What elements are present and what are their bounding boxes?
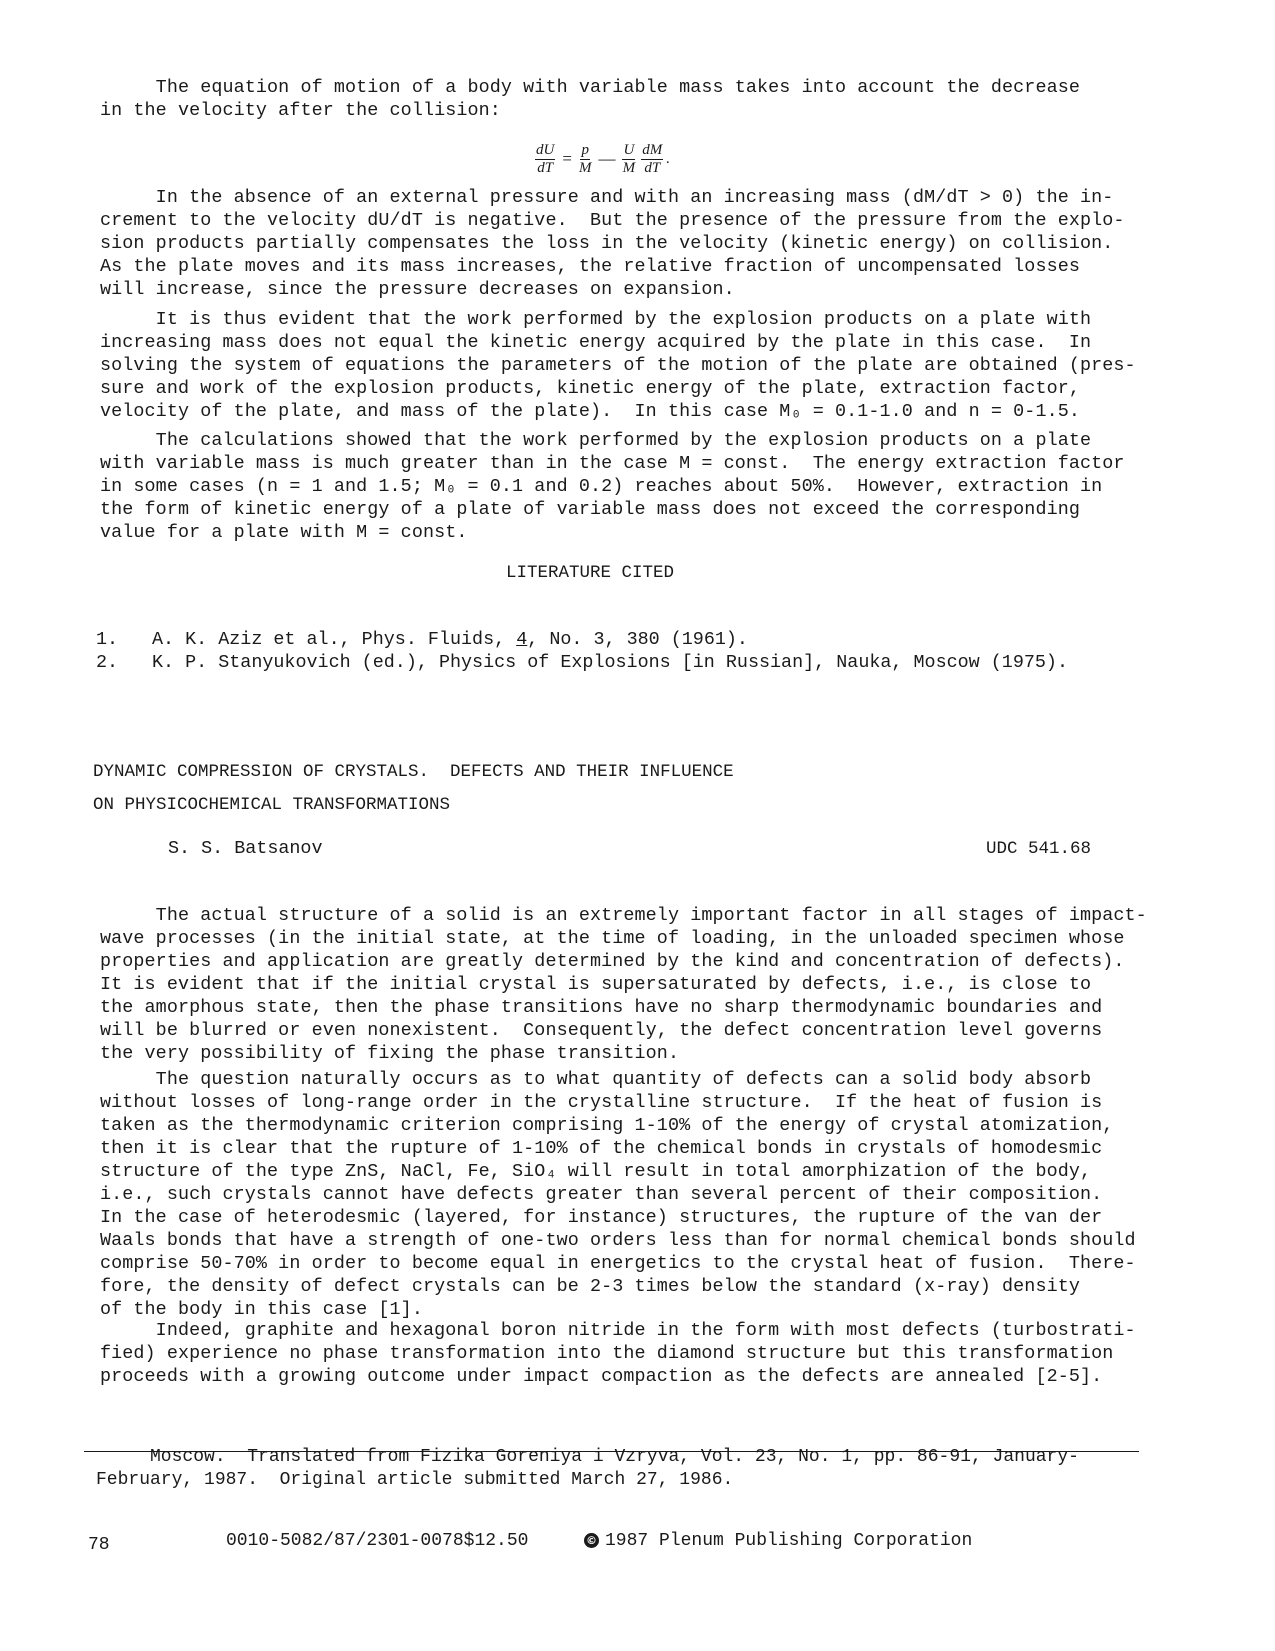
paragraph-equation-intro: The equation of motion of a body with variable mass takes into account the decrease in the velocity after the collision:: [100, 77, 1080, 121]
fraction-p-m: [579, 142, 592, 177]
reference-text-part: A. K. Aziz et al., Phys. Fluids,: [152, 629, 517, 650]
reference-item: [96, 651, 1068, 674]
literature-cited-heading: LITERATURE CITED: [506, 563, 675, 583]
numerator: dU: [536, 141, 555, 158]
page-number: 78: [88, 1535, 110, 1555]
numerator: U: [623, 141, 635, 158]
author-name: S. S. Batsanov: [168, 838, 323, 859]
reference-volume: 4: [516, 629, 528, 650]
reference-item: [96, 628, 1068, 651]
reference-text: K. P. Stanyukovich (ed.), Physics of Explosions [in Russian], Nauka, Moscow (1975).: [152, 652, 1069, 673]
fraction-u-m: [622, 142, 635, 177]
fraction-dm-dt: [641, 142, 663, 177]
copyright-line: [584, 1530, 972, 1553]
denominator: M: [622, 159, 636, 176]
fraction-du-dt: [535, 142, 555, 177]
denominator: dT: [644, 159, 661, 176]
paragraph-pressure: In the absence of an external pressure and with an increasing mass (dM/dT > 0) the in- crement to the velocity dU/dT is negative. But the presence of the pressure from the explo- sion products partially compensates the loss in the velocity (kinetic energy) on collision. As the plate moves and its mass increases, the relative fraction of uncompensated losses will increase, since the pressure decreases on expansion.: [100, 187, 1125, 300]
denominator: dT: [537, 159, 554, 176]
footnote-translation: Moscow. Translated from Fizika Goreniya i Vzryva, Vol. 23, No. 1, pp. 86-91, January- February, 1987. Original article submitted March 27, 1986.: [96, 1447, 1079, 1490]
copyright-icon: ©: [586, 1534, 597, 1547]
reference-number: 2.: [96, 652, 119, 673]
udc-code: UDC 541.68: [986, 839, 1092, 859]
paragraph-work: It is thus evident that the work performed by the explosion products on a plate with increasing mass does not equal the kinetic energy acquired by the plate in this case. In solving the system of equations the parameters of the motion of the plate are obtained (pres- sure and work of the explosion products, kinetic energy of the plate, extraction factor, velocity of the plate, and mass of the plate). In this case M₀ = 0.1-1.0 and n = 0-1.5.: [100, 309, 1136, 422]
paragraph-graphite: Indeed, graphite and hexagonal boron nitride in the form with most defects (turbostrati- fied) experience no phase transformation into the diamond structure but this transformation proceeds with a growing outcome under impact compaction as the defects are annealed [2-5].: [100, 1320, 1136, 1387]
paragraph-structure: The actual structure of a solid is an extremely important factor in all stages of impact- wave processes (in the initial state, at the time of loading, in the unloaded specimen whose properties and application are greatly determined by the kind and concentration of defects). It is evident that if the initial crystal is supersaturated by defects, i.e., is close to the amorphous state, then the phase transitions have no sharp thermodynamic boundaries and will be blurred or even nonexistent. Consequently, the defect concentration level governs the very possibility of fixing the phase transition.: [100, 905, 1147, 1064]
copyright-text: 1987 Plenum Publishing Corporation: [605, 1531, 973, 1551]
paragraph-calculations: The calculations showed that the work performed by the explosion products on a plate with variable mass is much greater than in the case M = const. The energy extraction factor in some cases (n = 1 and 1.5; M₀ = 0.1 and 0.2) reaches about 50%. However, extraction in the form of kinetic energy of a plate of variable mass does not exceed the corresponding value for a plate with M = const.: [100, 430, 1125, 543]
paragraph-defects-quantity: The question naturally occurs as to what quantity of defects can a solid body absorb without losses of long-range order in the crystalline structure. If the heat of fusion is taken as the thermodynamic criterion comprising 1-10% of the energy of crystal atomization, then it is clear that the rupture of 1-10% of the chemical bonds in crystals of homodesmic structure of the type ZnS, NaCl, Fe, SiO₄ will result in total amorphization of the body, i.e., such crystals cannot have defects greater than several percent of their composition. In the case of heterodesmic (layered, for instance) structures, the rupture of the van der Waals bonds that have a strength of one-two orders less than for normal chemical bonds should comprise 50-70% in order to become equal in energetics to the crystal heat of fusion. There- fore, the density of defect crystals can be 2-3 times below the standard (x-ray) density of the body in this case [1].: [100, 1069, 1136, 1320]
reference-text: [152, 628, 748, 651]
equals-sign: =: [562, 149, 572, 168]
numerator: dM: [642, 141, 663, 158]
reference-list: [96, 628, 1068, 674]
reference-text-part: , No. 3, 380 (1961).: [527, 629, 748, 650]
denominator: M: [578, 159, 592, 176]
minus-sign: —: [598, 149, 616, 168]
article-title-line-1: DYNAMIC COMPRESSION OF CRYSTALS. DEFECTS AND THEIR INFLUENCE: [93, 762, 734, 782]
reference-number: 1.: [96, 629, 119, 650]
equation-of-motion: [532, 138, 670, 180]
numerator: p: [581, 141, 589, 158]
equation-period: .: [666, 150, 671, 167]
article-code: 0010-5082/87/2301-0078$12.50: [226, 1531, 529, 1551]
article-title-line-2: ON PHYSICOCHEMICAL TRANSFORMATIONS: [93, 795, 451, 815]
